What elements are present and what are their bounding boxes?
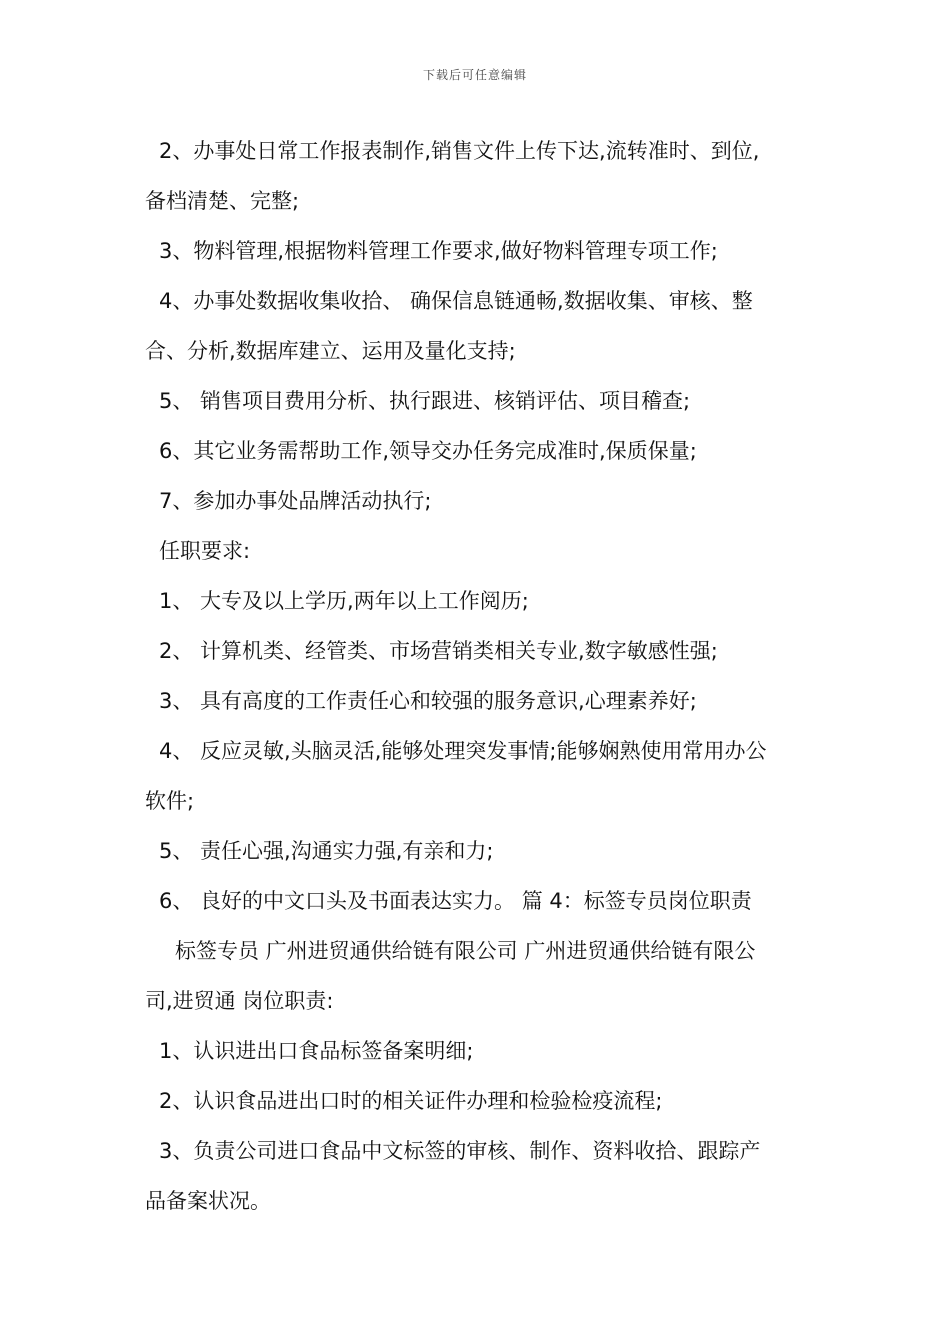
paragraph-line: 备档清楚、完整; — [145, 189, 300, 213]
paragraph-line: 1、认识进出口食品标签备案明细; — [159, 1039, 474, 1063]
paragraph-line: 4、办事处数据收集收拾、 确保信息链通畅,数据收集、审核、整 — [159, 289, 753, 313]
section-heading: 任职要求: — [159, 539, 251, 563]
paragraph-line: 3、 具有高度的工作责任心和较强的服务意识,心理素养好; — [159, 689, 697, 713]
paragraph-line: 2、认识食品进出口时的相关证件办理和检验检疫流程; — [159, 1089, 663, 1113]
paragraph-line: 6、其它业务需帮助工作,领导交办任务完成准时,保质保量; — [159, 439, 697, 463]
page-header: 下载后可任意编辑 — [422, 68, 527, 82]
paragraph-line: 7、参加办事处品牌活动执行; — [159, 489, 432, 513]
paragraph-line: 3、负责公司进口食品中文标签的审核、制作、资料收拾、跟踪产 — [159, 1139, 761, 1163]
paragraph-line: 6、 良好的中文口头及书面表达实力。 篇 4：标签专员岗位职责 — [159, 889, 752, 913]
paragraph-line: 2、办事处日常工作报表制作,销售文件上传下达,流转准时、到位, — [159, 139, 760, 163]
paragraph-line: 司,进贸通 岗位职责: — [145, 989, 334, 1013]
paragraph-line: 软件; — [145, 789, 195, 813]
paragraph-line: 5、 责任心强,沟通实力强,有亲和力; — [159, 839, 494, 863]
paragraph-line: 标签专员 广州进贸通供给链有限公司 广州进贸通供给链有限公 — [175, 939, 756, 963]
paragraph-line: 2、 计算机类、经管类、市场营销类相关专业,数字敏感性强; — [159, 639, 718, 663]
paragraph-line: 5、 销售项目费用分析、执行跟进、核销评估、项目稽查; — [159, 389, 691, 413]
paragraph-line: 3、物料管理,根据物料管理工作要求,做好物料管理专项工作; — [159, 239, 718, 263]
paragraph-line: 品备案状况。 — [145, 1189, 271, 1213]
paragraph-line: 4、 反应灵敏,头脑灵活,能够处理突发事情;能够娴熟使用常用办公 — [159, 739, 767, 763]
paragraph-line: 合、分析,数据库建立、运用及量化支持; — [145, 339, 516, 363]
paragraph-line: 1、 大专及以上学历,两年以上工作阅历; — [159, 589, 529, 613]
